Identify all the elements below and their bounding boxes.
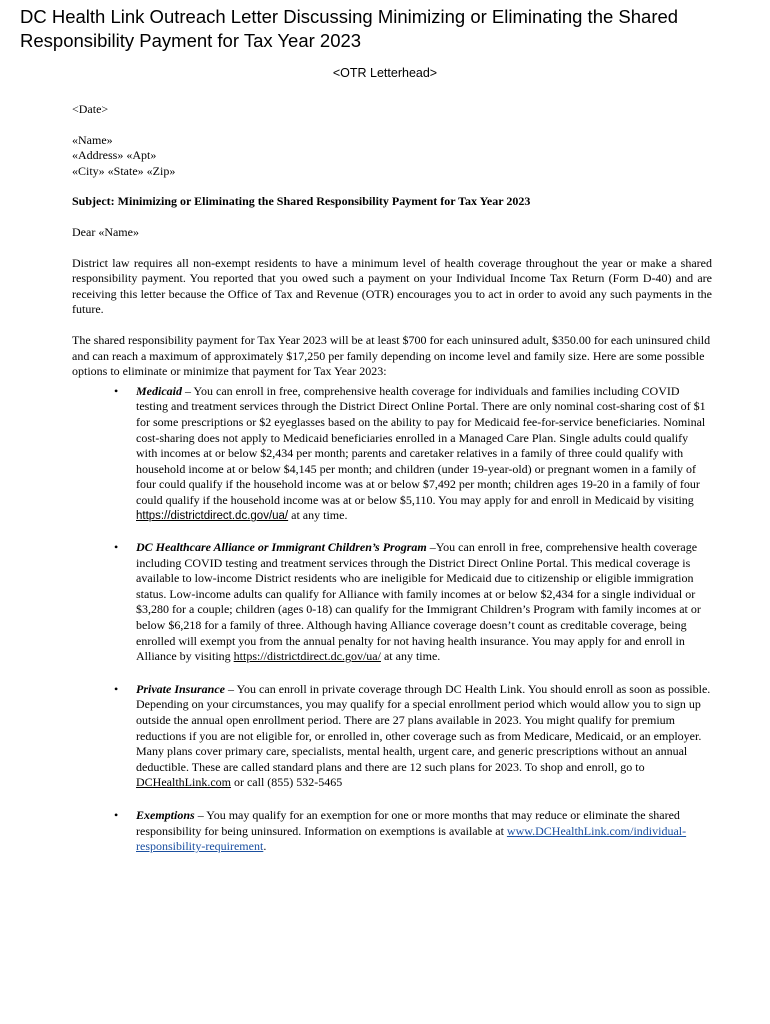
address-line-street: «Address» «Apt» <box>72 148 157 163</box>
intro-paragraph: District law requires all non-exempt residents to have a minimum level of health coverage throughout the year or make a shared responsibility payment. You reported that you owed such a payment on your Individual Income Tax Return (Form D-40) and are receiving this letter because the Office of Tax and Revenue (OTR) encourages you to act in order to avoid any such payments in the future. <box>72 255 712 317</box>
bullet-icon: • <box>114 807 119 822</box>
option-text-after: at any time. <box>380 649 441 664</box>
option-title: DC Healthcare Alliance or Immigrant Children’s Program <box>136 540 427 555</box>
dchealthlink-link[interactable]: DCHealthLink.com <box>136 775 231 790</box>
option-private-insurance <box>72 682 712 791</box>
recipient-address <box>72 133 712 180</box>
bullet-icon: • <box>114 540 119 555</box>
option-text-after: at any time. <box>288 508 348 523</box>
address-line-city: «City» «State» «Zip» <box>72 163 176 178</box>
option-text: – You may qualify for an exemption for one or more months that may reduce or eliminate the shared responsibility for being uninsured. Information on exemptions is available at <box>136 807 680 838</box>
option-text: – You can enroll in private coverage through DC Health Link. You should enroll as soon as possible. Depending on your circumstances, you may qualify for a special enrollment period which would allow you to sign up outside the annual open enrollment period. There are 27 plans available in 2023. You might qualify for premium reductions if you are not eligible for, or enrolled in, other coverage such as from Medicare, Medicaid, or an employer. Many plans cover primary care, specialists, mental health, urgent care, and generic prescriptions without an annual deductible. These are called standard plans and there are 12 such plans for 2023. To shop and enroll, go to <box>136 681 711 774</box>
district-direct-link[interactable]: https://districtdirect.dc.gov/ua/ <box>233 649 381 664</box>
option-text-after: . <box>263 839 267 854</box>
options-list <box>72 384 712 855</box>
option-title: Exemptions <box>136 807 195 822</box>
option-medicaid <box>72 384 712 525</box>
option-text: – You can enroll in free, comprehensive health coverage for individuals and families including COVID testing and treatment services through the District Direct Online Portal. There are only nominal cost-sharing cost of $1 for some prescriptions or $2 eyeglasses based on the ability to pay for Medicaid fee-for-service beneficiaries. Nominal cost-sharing does not apply to Medicaid beneficiaries enrolled in a Managed Care Plan. Single adults could qualify with incomes at or below $2,434 per month; parents and caretaker relatives in a family of three could qualify with household income at or below $4,145 per month; and children (under 19-year-old) or pregnant women in a family of four could qualify if the household income was at or below $7,492 per month; children ages 19-20 in a family of four could qualify if the household income was at or below $5,110. You may apply for and enroll in Medicaid by visiting <box>136 383 706 507</box>
option-text: –You can enroll in free, comprehensive health coverage including COVID testing and treatment services through the District Direct Online Portal. This medical coverage is available to low-income District residents who are ineligible for Medicaid due to citizenship or eligible immigration status. Low-income adults can qualify for Alliance with family incomes at or below $2,434 for a single individual or $3,280 for a couple; children (ages 0-18) can qualify for the Immigrant Children’s Program with family incomes at or below $6,218 for a family of three. Although having Alliance coverage doesn’t count as creditable coverage, being enrolled will exempt you from the annual penalty for not having health insurance. You may apply for and enroll in Alliance by visiting <box>136 540 701 664</box>
option-alliance <box>72 540 712 665</box>
subject-line: Subject: Minimizing or Eliminating the Shared Responsibility Payment for Tax Year 2023 <box>72 194 531 209</box>
letter-body <box>72 102 712 870</box>
option-title: Medicaid <box>136 383 182 398</box>
bullet-icon: • <box>114 383 119 398</box>
letterhead-placeholder: <OTR Letterhead> <box>332 66 438 80</box>
date-placeholder: <Date> <box>72 102 109 116</box>
document-title: DC Health Link Outreach Letter Discussing Minimizing or Eliminating the Shared Responsibility Payment for Tax Year 2023 <box>20 6 679 51</box>
district-direct-link[interactable]: https://districtdirect.dc.gov/ua/ <box>136 510 289 523</box>
option-text-after: or call (855) 532-5465 <box>230 775 343 790</box>
exemptions-link[interactable]: www.DCHealthLink.com/individual-responsibility-requirement <box>136 823 687 854</box>
address-line-name: «Name» <box>72 132 113 147</box>
option-title: Private Insurance <box>136 681 226 696</box>
salutation: Dear «Name» <box>72 224 139 239</box>
bullet-icon: • <box>114 681 119 696</box>
option-exemptions <box>72 808 712 855</box>
payment-paragraph: The shared responsibility payment for Tax Year 2023 will be at least $700 for each uninsured adult, $350.00 for each uninsured child and can reach a maximum of approximately $17,250 per family depending on income level and family size. Here are some possible options to eliminate or minimize that payment for Tax Year 2023: <box>72 332 711 379</box>
